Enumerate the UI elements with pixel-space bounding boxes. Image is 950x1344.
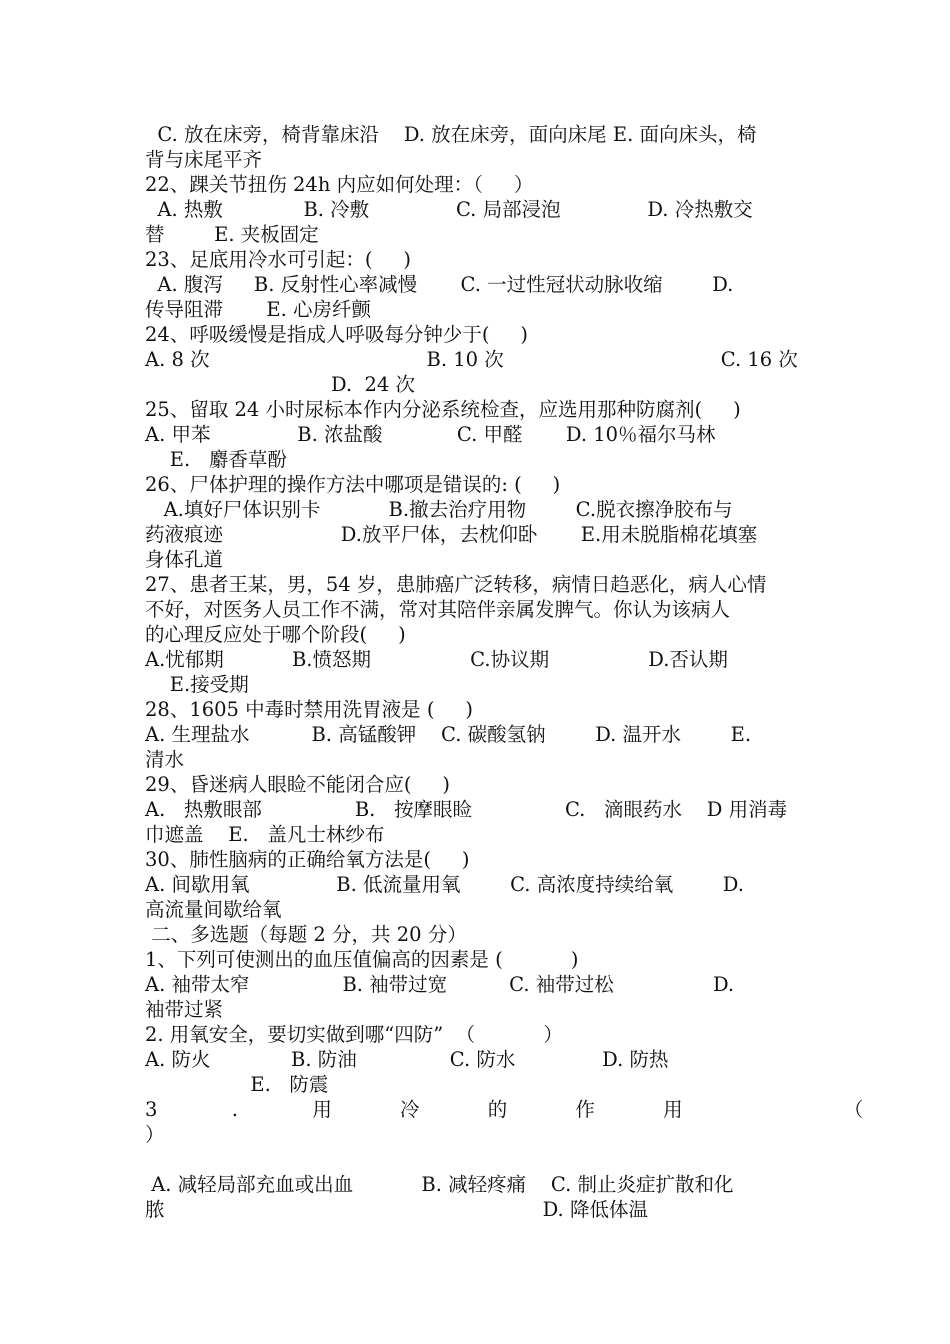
section-heading: 二、多选题（每题 2 分，共 20 分）: [145, 923, 467, 946]
text-line: 药液痕迹 D.放平尸体，去枕仰卧 E.用未脱脂棉花填塞: [145, 523, 758, 546]
multi-question-3: 3 . 用 冷 的 作 用 （: [145, 1098, 864, 1121]
text-line: C. 放在床旁，椅背靠床沿 D. 放在床旁，面向床尾 E. 面向床头，椅: [145, 123, 757, 146]
question-24: 24、呼吸缓慢是指成人呼吸每分钟少于( ): [145, 323, 529, 346]
text-line: A. 防火 B. 防油 C. 防水 D. 防热: [145, 1048, 669, 1071]
question-27: 27、患者王某，男，54 岁，患肺癌广泛转移，病情日趋恶化，病人心情: [145, 573, 767, 596]
multi-question-2: 2. 用氧安全，要切实做到哪“四防” （ ）: [145, 1023, 563, 1046]
blank-line: [145, 1147, 807, 1172]
text-line: D. 24 次: [145, 373, 416, 396]
text-line: E. 防震: [145, 1073, 329, 1096]
text-line: 不好，对医务人员工作不满，常对其陪伴亲属发脾气。你认为该病人: [145, 598, 731, 621]
text-line: 替 E. 夹板固定: [145, 223, 319, 246]
text-line: A. 减轻局部充血或出血 B. 减轻疼痛 C. 制止炎症扩散和化: [145, 1173, 734, 1196]
text-line: ）: [145, 1123, 165, 1146]
text-line: 身体孔道: [145, 548, 224, 571]
question-26: 26、尸体护理的操作方法中哪项是错误的: ( ): [145, 473, 561, 496]
text-line: E.接受期: [145, 673, 249, 696]
text-line: 高流量间歇给氧: [145, 898, 282, 921]
text-line: A. 热敷 B. 冷敷 C. 局部浸泡 D. 冷热敷交: [145, 198, 753, 221]
question-28: 28、1605 中毒时禁用洗胃液是 ( ): [145, 698, 474, 721]
text-line: 巾遮盖 E. 盖凡士林纱布: [145, 823, 385, 846]
text-line: 袖带过紧: [145, 998, 224, 1021]
text-line: A. 甲苯 B. 浓盐酸 C. 甲醛 D. 10％福尔马林: [145, 423, 716, 446]
text-line: A. 8 次 B. 10 次 C. 16 次: [145, 348, 798, 371]
text-line: E. 麝香草酚: [145, 448, 287, 471]
text-line: A. 热敷眼部 B. 按摩眼睑 C. 滴眼药水 D 用消毒: [145, 798, 788, 821]
text-line: 传导阻滞 E. 心房纤颤: [145, 298, 372, 321]
multi-question-1: 1、下列可使测出的血压值偏高的因素是 ( ): [145, 948, 579, 971]
question-23: 23、足底用冷水可引起：( ): [145, 248, 412, 271]
question-22: 22、踝关节扭伤 24h 内应如何处理：（ ）: [145, 173, 534, 196]
text-line: 背与床尾平齐: [145, 148, 263, 171]
text-line: A. 间歇用氧 B. 低流量用氧 C. 高浓度持续给氧 D.: [145, 873, 744, 896]
text-line: A.填好尸体识别卡 B.撤去治疗用物 C.脱衣擦净胶布与: [145, 498, 733, 521]
question-30: 30、肺性脑病的正确给氧方法是( ): [145, 848, 470, 871]
text-line: A.忧郁期 B.愤怒期 C.协议期 D.否认期: [145, 648, 728, 671]
text-line: 脓 D. 降低体温: [145, 1198, 648, 1221]
text-line: 的心理反应处于哪个阶段( ): [145, 623, 406, 646]
question-29: 29、昏迷病人眼睑不能闭合应( ): [145, 773, 451, 796]
text-line: A. 袖带太窄 B. 袖带过宽 C. 袖带过松 D.: [145, 973, 735, 996]
text-line: 清水: [145, 748, 185, 771]
question-25: 25、留取 24 小时尿标本作内分泌系统检查，应选用那种防腐剂( ): [145, 398, 741, 421]
text-line: A. 腹泻 B. 反射性心率减慢 C. 一过性冠状动脉收缩 D.: [145, 273, 734, 296]
exam-page: [145, 122, 864, 1222]
text-line: A. 生理盐水 B. 高锰酸钾 C. 碳酸氢钠 D. 温开水 E.: [145, 723, 752, 746]
